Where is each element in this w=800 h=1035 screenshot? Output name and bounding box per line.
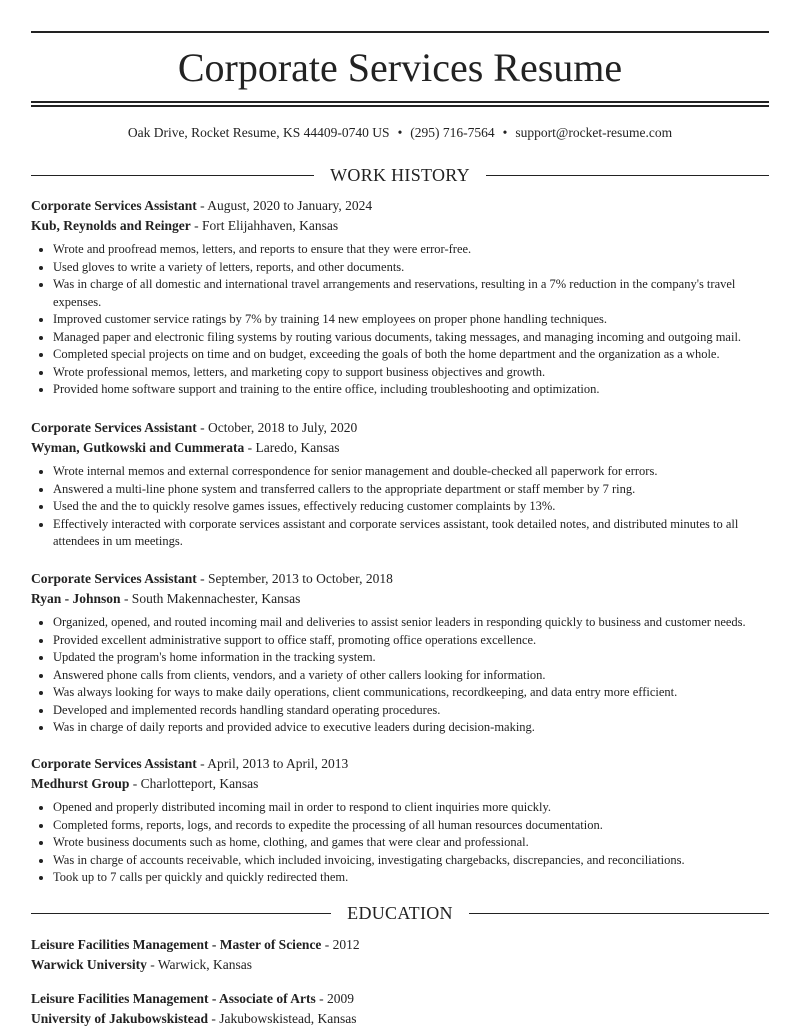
school-location: - Jakubowskistead, Kansas	[211, 1010, 357, 1026]
job-entry	[31, 754, 769, 887]
heading-rule-right	[486, 175, 769, 176]
job-duties-list	[31, 241, 769, 399]
contact-address: Oak Drive, Rocket Resume, KS 44409-0740 US	[127, 125, 390, 140]
job-duty: • Wrote and proofread memos, letters, and reports to ensure that they were error-free.	[53, 241, 769, 259]
job-duty: • Managed paper and electronic filing systems by routing various documents, taking messages, and managing incoming and outgoing mail.	[53, 329, 769, 347]
job-duty: • Took up to 7 calls per quickly and quickly redirected them.	[53, 869, 769, 887]
resume-title: Corporate Services Resume	[177, 45, 623, 90]
education-entry	[31, 989, 769, 1028]
education-heading	[31, 901, 769, 925]
job-duties-list	[31, 463, 769, 551]
contact-separator: •	[397, 125, 403, 140]
job-duty: • Wrote internal memos and external correspondence for senior management and double-checked all paperwork for errors.	[53, 463, 769, 481]
job-title: Corporate Services Assistant	[31, 571, 197, 586]
job-duty: • Answered phone calls from clients, vendors, and a variety of other callers looking for information.	[53, 667, 769, 685]
job-entry	[31, 569, 769, 737]
job-dates: - August, 2020 to January, 2024	[200, 198, 373, 213]
job-company-line	[31, 216, 769, 236]
job-company: Kub, Reynolds and Reinger	[31, 217, 191, 233]
job-duty: • Used the and the to quickly resolve games issues, effectively reducing customer complaints by 13%.	[53, 498, 769, 516]
job-duty: • Answered a multi-line phone system and transferred callers to the appropriate department or staff member by 7 ring.	[53, 481, 769, 499]
job-title: Corporate Services Assistant	[31, 756, 197, 771]
heading-rule-left	[31, 913, 331, 914]
job-title: Corporate Services Assistant	[31, 198, 197, 213]
job-duty: • Provided excellent administrative support to office staff, promoting office operations excellence.	[53, 632, 769, 650]
job-location: - South Makennachester, Kansas	[123, 590, 301, 606]
job-entry	[31, 196, 769, 399]
school: Warwick University	[31, 956, 147, 972]
degree: Leisure Facilities Management - Master of Science	[31, 937, 322, 952]
work-history-heading-label: WORK HISTORY	[330, 165, 470, 185]
job-company: Wyman, Gutkowski and Cummerata	[31, 439, 245, 455]
job-location: - Charlotteport, Kansas	[132, 775, 259, 791]
contact-separator: •	[502, 125, 508, 140]
job-company-line	[31, 438, 769, 458]
job-duty: • Effectively interacted with corporate services assistant and corporate services assistant, took detailed notes, and distributed minutes to all attendees in um meetings.	[53, 516, 769, 551]
job-company: Ryan - Johnson	[31, 590, 121, 606]
job-company: Medhurst Group	[31, 775, 130, 791]
job-duty: • Opened and properly distributed incoming mail in order to respond to client inquiries more quickly.	[53, 799, 769, 817]
heading-rule-right	[469, 913, 769, 914]
job-dates: - October, 2018 to July, 2020	[200, 420, 358, 435]
job-entry	[31, 418, 769, 551]
job-company-line	[31, 589, 769, 609]
job-duty: • Used gloves to write a variety of letters, reports, and other documents.	[53, 259, 769, 277]
heading-rule-left	[31, 175, 314, 176]
job-title: Corporate Services Assistant	[31, 420, 197, 435]
work-history-heading	[31, 163, 769, 187]
job-duty: • Developed and implemented records handling standard operating procedures.	[53, 702, 769, 720]
job-duty: • Was in charge of all domestic and international travel arrangements and reservations, resulting in a 7% reduction in the company's travel expenses.	[53, 276, 769, 311]
job-location: - Laredo, Kansas	[247, 439, 340, 455]
job-duty: • Wrote professional memos, letters, and marketing copy to support business objectives and growth.	[53, 364, 769, 382]
contact-phone: (295) 716-7564	[410, 125, 495, 140]
top-rule	[31, 31, 769, 33]
job-duty: • Wrote business documents such as home, clothing, and games that were clear and professional.	[53, 834, 769, 852]
job-duty: • Improved customer service ratings by 7% by training 14 new employees on proper phone handling techniques.	[53, 311, 769, 329]
school-line	[31, 955, 769, 975]
job-duty: • Organized, opened, and routed incoming mail and deliveries to assist senior leaders in responding quickly to business and customer needs.	[53, 614, 769, 632]
job-duty: • Completed special projects on time and on budget, exceeding the goals of both the home department and the organization as a whole.	[53, 346, 769, 364]
job-title-line	[31, 418, 769, 438]
degree-year: - 2009	[319, 991, 354, 1006]
job-company-line	[31, 774, 769, 794]
job-duty: • Updated the program's home information in the tracking system.	[53, 649, 769, 667]
job-duty: • Was always looking for ways to make daily operations, client communications, recordkeeping, and data entry more efficient.	[53, 684, 769, 702]
job-title-line	[31, 754, 769, 774]
school: University of Jakubowskistead	[31, 1010, 209, 1026]
title-double-rule	[31, 101, 769, 107]
degree-line	[31, 935, 769, 955]
job-duties-list	[31, 614, 769, 737]
job-location: - Fort Elijahhaven, Kansas	[194, 217, 339, 233]
job-duty: • Was in charge of daily reports and provided advice to executive leaders during decision-making.	[53, 719, 769, 737]
school-location: - Warwick, Kansas	[150, 956, 253, 972]
degree-year: - 2012	[324, 937, 360, 952]
job-dates: - April, 2013 to April, 2013	[200, 756, 349, 771]
degree-line	[31, 989, 769, 1009]
school-line	[31, 1009, 769, 1029]
job-duty: • Completed forms, reports, logs, and records to expedite the processing of all human resources documentation.	[53, 817, 769, 835]
education-entry	[31, 935, 769, 974]
job-duties-list	[31, 799, 769, 887]
job-title-line	[31, 569, 769, 589]
degree: Leisure Facilities Management - Associate of Arts	[31, 991, 316, 1006]
education-heading-label: EDUCATION	[347, 903, 453, 923]
job-title-line	[31, 196, 769, 216]
job-duty: • Provided home software support and training to the entire office, including troubleshooting and optimization.	[53, 381, 769, 399]
contact-email[interactable]: support@rocket-resume.com	[515, 125, 673, 140]
job-duty: • Was in charge of accounts receivable, which included invoicing, investigating chargebacks, discrepancies, and reconciliations.	[53, 852, 769, 870]
contact-line	[31, 124, 769, 142]
job-dates: - September, 2013 to October, 2018	[200, 571, 393, 586]
